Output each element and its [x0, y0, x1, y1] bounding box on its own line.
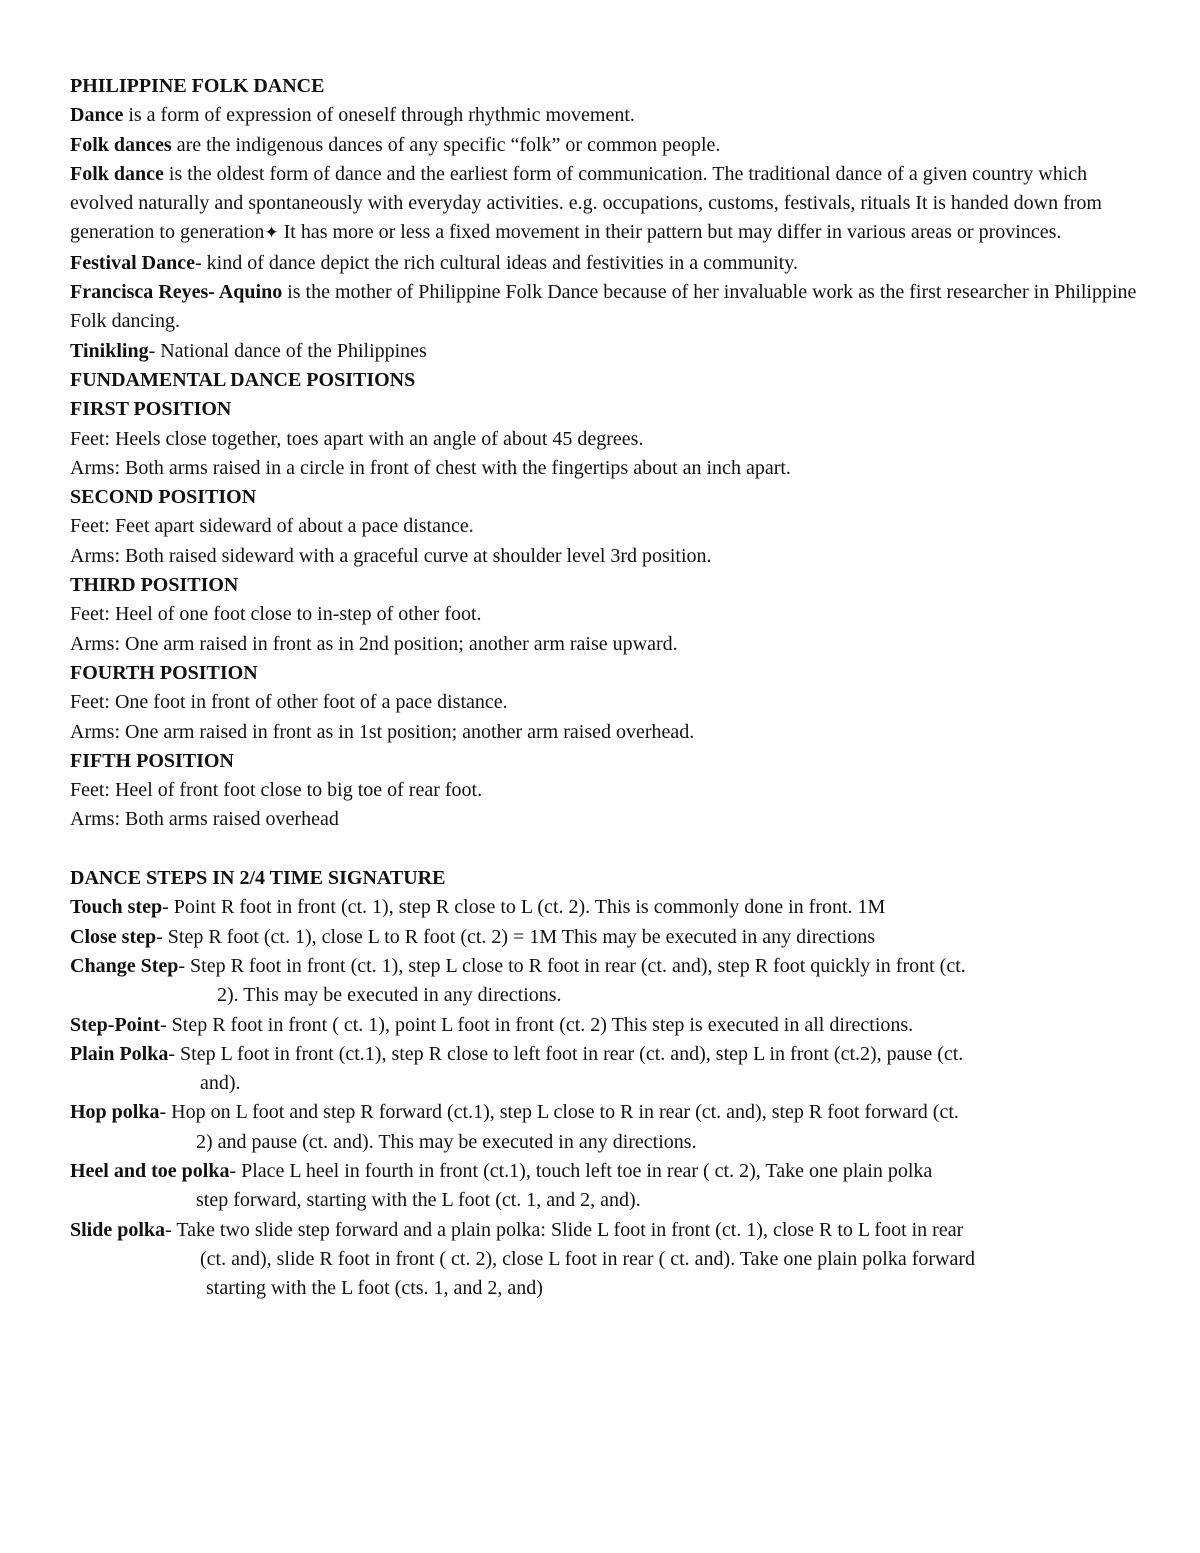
position-fifth: [70, 747, 1140, 835]
definition-festival-dance: Festival Dance- kind of dance depict the rich cultural ideas and festivities in a community.: [70, 251, 798, 274]
definition-folk-dances: Folk dances are the indigenous dances of any specific “folk” or common people.: [70, 133, 721, 156]
definition-dance: Dance is a form of expression of oneself through rhythmic movement.: [70, 104, 635, 127]
position-feet: Feet: Heels close together, toes apart with an angle of about 45 degrees.: [70, 427, 644, 450]
position-heading: THIRD POSITION: [70, 574, 239, 597]
spacer: [70, 835, 1140, 864]
position-feet: Feet: Heel of one foot close to in-step of other foot.: [70, 603, 482, 626]
page-title: PHILIPPINE FOLK DANCE: [70, 75, 325, 97]
document-page: [70, 72, 1140, 1303]
step-line: Plain Polka- Step L foot in front (ct.1), step R close to left foot in rear (ct. and), step L in front (ct.2), pause (ct.: [70, 1042, 964, 1065]
step-slide-polka: [70, 1216, 1140, 1304]
step-touch-step: [70, 893, 1140, 922]
step-line: Touch step- Point R foot in front (ct. 1), step R close to L (ct. 2). This is commonly done in front. 1M: [70, 896, 886, 919]
step-line: Hop polka- Hop on L foot and step R forward (ct.1), step L close to R in rear (ct. and), step R foot forward (ct.: [70, 1101, 959, 1124]
position-arms: Arms: One arm raised in front as in 2nd position; another arm raise upward.: [70, 632, 678, 655]
position-arms: Arms: Both arms raised overhead: [70, 808, 339, 831]
position-heading: SECOND POSITION: [70, 486, 257, 509]
position-first: [70, 395, 1140, 483]
step-plain-polka: [70, 1040, 1140, 1099]
step-continuation: (ct. and), slide R foot in front ( ct. 2), close L foot in rear ( ct. and). Take one plain polka forward: [200, 1247, 976, 1270]
position-heading: FIRST POSITION: [70, 398, 232, 421]
position-feet: Feet: Heel of front foot close to big toe of rear foot.: [70, 779, 483, 802]
definition-tinikling: Tinikling- National dance of the Philippines: [70, 339, 427, 362]
position-heading: FIFTH POSITION: [70, 749, 234, 772]
step-line: Change Step- Step R foot in front (ct. 1), step L close to R foot in rear (ct. and), step R foot quickly in front (ct.: [70, 954, 966, 977]
step-continuation: step forward, starting with the L foot (ct. 1, and 2, and).: [196, 1189, 641, 1212]
position-arms: Arms: Both raised sideward with a graceful curve at shoulder level 3rd position.: [70, 544, 712, 567]
step-line: Close step- Step R foot (ct. 1), close L to R foot (ct. 2) = 1M This may be executed in any directions: [70, 925, 876, 948]
definition-francisca-reyes-aquino: Francisca Reyes- Aquino is the mother of Philippine Folk Dance because of her invaluable work as the first researcher in Philippine Folk dancing.: [70, 281, 1137, 333]
step-hop-polka: [70, 1098, 1140, 1157]
bullet-star-icon: ✦: [264, 223, 279, 244]
step-line: Heel and toe polka- Place L heel in fourth in front (ct.1), touch left toe in rear ( ct. 2), Take one plain polka: [70, 1159, 933, 1182]
step-continuation: and).: [200, 1072, 241, 1095]
step-heel-and-toe-polka: [70, 1157, 1140, 1216]
step-close-step: [70, 923, 1140, 952]
position-feet: Feet: Feet apart sideward of about a pace distance.: [70, 515, 474, 538]
positions-heading: FUNDAMENTAL DANCE POSITIONS: [70, 368, 416, 391]
position-arms: Arms: One arm raised in front as in 1st position; another arm raised overhead.: [70, 720, 695, 743]
position-arms: Arms: Both arms raised in a circle in front of chest with the fingertips about an inch apart.: [70, 456, 791, 479]
step-continuation: 2) and pause (ct. and). This may be executed in any directions.: [196, 1130, 697, 1153]
definition-folk-dance: Folk dance is the oldest form of dance and the earliest form of communication. The traditional dance of a given country which evolved naturally and spontaneously with everyday activities. e.g. occupations, customs, festivals, rituals It is handed down from generation to generation✦ It has more or less a fixed movement in their pattern but may differ in various areas or provinces.: [70, 162, 1102, 244]
step-continuation: starting with the L foot (cts. 1, and 2, and): [206, 1277, 543, 1300]
step-line: Slide polka- Take two slide step forward and a plain polka: Slide L foot in front (ct. 1), close R to L foot in rear: [70, 1218, 964, 1241]
position-heading: FOURTH POSITION: [70, 661, 258, 684]
step-continuation: 2). This may be executed in any directions.: [217, 984, 562, 1007]
position-fourth: [70, 659, 1140, 747]
position-feet: Feet: One foot in front of other foot of a pace distance.: [70, 691, 508, 714]
steps-heading: DANCE STEPS IN 2/4 TIME SIGNATURE: [70, 867, 446, 890]
step-line: Step-Point- Step R foot in front ( ct. 1), point L foot in front (ct. 2) This step is executed in all directions.: [70, 1013, 914, 1036]
position-second: [70, 483, 1140, 571]
step-step-point: [70, 1011, 1140, 1040]
position-third: [70, 571, 1140, 659]
step-change-step: [70, 952, 1140, 1011]
